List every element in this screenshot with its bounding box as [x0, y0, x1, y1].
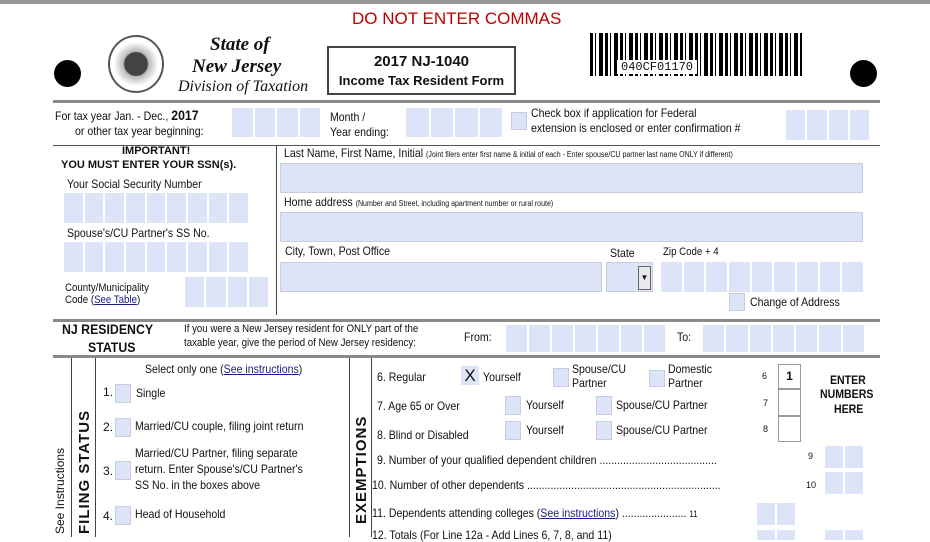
head-household-label: Head of Household — [135, 507, 226, 521]
line9-num: 9 — [808, 451, 814, 461]
residency-title1: NJ RESIDENCY — [62, 321, 154, 337]
form-title: 2017 NJ-1040 — [373, 53, 470, 70]
residency-to-input[interactable] — [703, 325, 866, 352]
state-seal-icon — [108, 35, 164, 93]
line12-label: 12. Totals (For Line 12a - Add Lines 6, 7, 8, and 11) — [372, 528, 612, 542]
line6-spouse-checkbox[interactable] — [553, 368, 569, 387]
line8-value-input[interactable] — [778, 416, 801, 442]
single-label: Single — [136, 386, 166, 400]
zip-label: Zip Code + 4 — [663, 246, 719, 258]
name-hint: (Joint filers enter first name & initial of each - Enter spouse/CU partner last name ONLY if different) — [426, 150, 733, 159]
select-prefix: Select only one ( — [145, 362, 224, 376]
state-select[interactable] — [606, 262, 653, 292]
filing-num-3: 3. — [103, 464, 114, 478]
exemptions-title: EXEMPTIONS — [353, 415, 370, 524]
divider — [71, 358, 72, 537]
line7-num: 7 — [763, 398, 769, 408]
name-input[interactable] — [280, 163, 863, 193]
your-ssn-input[interactable] — [64, 193, 250, 223]
line9-input[interactable] — [825, 446, 865, 468]
single-checkbox[interactable] — [115, 384, 131, 403]
line7-spouse-label: Spouse/CU Partner — [616, 398, 708, 412]
extension-checkbox[interactable] — [511, 112, 527, 130]
line11-see-instructions-link[interactable]: See instructions — [540, 506, 616, 520]
confirmation-input[interactable] — [786, 110, 871, 140]
separate-label1: Married/CU Partner, filing separate — [135, 446, 298, 460]
enter-numbers-2: NUMBERS — [820, 387, 874, 401]
line6-domestic-label1: Domestic — [668, 362, 713, 376]
line6-num: 6 — [762, 371, 768, 381]
county-label2 — [65, 294, 140, 306]
other-year-label: or other tax year beginning: — [75, 124, 204, 138]
filing-num-4: 4. — [103, 509, 114, 523]
residency-from-input[interactable] — [506, 325, 667, 352]
line6-label: 6. Regular — [377, 370, 426, 384]
name-label-text: Last Name, First Name, Initial — [284, 146, 424, 160]
line11-num: 11 — [689, 509, 698, 519]
select-only-one — [145, 362, 302, 376]
line11-prefix: 11. Dependents attending colleges ( — [372, 506, 541, 520]
divider — [349, 358, 350, 537]
form-title-box — [327, 46, 516, 95]
your-ssn-label: Your Social Security Number — [67, 177, 202, 191]
residency-text1: If you were a New Jersey resident for ONLY part of the — [184, 323, 419, 335]
divider — [53, 319, 880, 322]
line8-yourself-checkbox[interactable] — [505, 421, 521, 440]
divider — [53, 100, 880, 103]
line7-spouse-checkbox[interactable] — [596, 396, 612, 415]
year-ending-label: Year ending: — [330, 125, 389, 139]
line12b-input[interactable] — [825, 530, 865, 540]
line10-label: 10. Number of other dependents .................................................................. — [372, 478, 721, 492]
line7-yourself-checkbox[interactable] — [505, 396, 521, 415]
see-instructions-link[interactable]: See instructions — [223, 362, 299, 376]
state-label: State — [610, 246, 635, 260]
barcode-text: 040CF01170 — [617, 60, 697, 74]
filing-num-2: 2. — [103, 420, 114, 434]
year-beginning-input[interactable] — [232, 108, 322, 137]
county-suffix: ) — [136, 294, 141, 306]
filing-num-1: 1. — [103, 385, 114, 399]
residency-title2: STATUS — [88, 339, 136, 355]
must-enter-label: YOU MUST ENTER YOUR SSN(s). — [61, 159, 237, 171]
see-instructions-side-label[interactable]: See Instructions — [53, 447, 67, 534]
county-prefix: Code ( — [65, 294, 95, 306]
line10-num: 10 — [806, 480, 817, 490]
extension-label2: extension is enclosed or enter confirmation # — [531, 121, 741, 135]
line6-spouse-label2: Partner — [572, 376, 607, 390]
line6-yourself-label: Yourself — [483, 370, 521, 384]
line7-yourself-label: Yourself — [526, 398, 564, 412]
state-line1: State of — [210, 34, 270, 55]
home-label-text: Home address — [284, 195, 353, 209]
month-label: Month / — [330, 110, 366, 124]
line11-label — [372, 506, 698, 520]
line11-input[interactable] — [757, 503, 797, 525]
divider — [276, 145, 277, 315]
tax-year-label — [55, 107, 199, 123]
name-label — [284, 146, 733, 160]
city-input[interactable] — [280, 262, 602, 292]
separate-checkbox[interactable] — [115, 461, 131, 480]
line8-spouse-checkbox[interactable] — [596, 421, 612, 440]
division-name: Division of Taxation — [178, 78, 309, 95]
home-hint: (Number and Street, including apartment number or rural route) — [355, 199, 554, 208]
state-line2: New Jersey — [192, 56, 282, 77]
change-address-checkbox[interactable] — [729, 293, 745, 311]
line10-input[interactable] — [825, 472, 865, 494]
divider — [53, 355, 880, 358]
see-table-link[interactable]: See Table — [94, 294, 137, 306]
filing-status-title: FILING STATUS — [76, 409, 93, 534]
home-address-label — [284, 195, 553, 209]
change-address-label: Change of Address — [750, 295, 840, 309]
separate-label2: return. Enter Spouse's/CU Partner's — [135, 462, 303, 476]
select-suffix: ) — [298, 362, 303, 376]
line7-label: 7. Age 65 or Over — [377, 399, 460, 413]
head-household-checkbox[interactable] — [115, 506, 131, 525]
chevron-down-icon[interactable]: ▼ — [638, 266, 651, 290]
line8-num: 8 — [763, 424, 769, 434]
important-label: IMPORTANT! — [122, 145, 191, 157]
divider — [95, 358, 96, 537]
line6-yourself-checkbox[interactable]: X — [461, 366, 479, 385]
line7-value-input[interactable] — [778, 389, 801, 416]
line11-suffix: ) ...................... — [615, 506, 687, 520]
tax-year-prefix: For tax year Jan. - Dec., — [55, 109, 169, 123]
home-address-input[interactable] — [280, 212, 863, 242]
spouse-ssn-label: Spouse's/CU Partner's SS No. — [67, 226, 210, 240]
line9-label: 9. Number of your qualified dependent children ........................................ — [377, 453, 717, 467]
registration-mark-left — [54, 60, 81, 87]
warning-text: DO NOT ENTER COMMAS — [352, 9, 562, 28]
residency-text2: taxable year, give the period of New Jersey residency: — [184, 337, 416, 349]
joint-checkbox[interactable] — [115, 418, 131, 437]
line6-spouse-label1: Spouse/CU — [572, 362, 627, 376]
year-ending-input[interactable] — [406, 108, 504, 137]
county-label1: County/Municipality — [65, 282, 149, 294]
form-subtitle: Income Tax Resident Form — [338, 73, 505, 88]
enter-numbers-1: ENTER — [830, 373, 866, 387]
line6-value-input[interactable]: 1 — [778, 364, 801, 389]
spouse-ssn-input[interactable] — [64, 242, 250, 272]
separate-label3: SS No. in the boxes above — [135, 478, 261, 492]
joint-label: Married/CU couple, filing joint return — [135, 419, 304, 433]
line12a-input[interactable] — [757, 530, 797, 540]
extension-label1: Check box if application for Federal — [531, 106, 697, 120]
to-label: To: — [677, 330, 692, 344]
county-code-input[interactable] — [185, 277, 270, 307]
line6-domestic-label2: Partner — [668, 376, 703, 390]
tax-year: 2017 — [171, 107, 199, 123]
enter-numbers-3: HERE — [834, 402, 864, 416]
line6-domestic-checkbox[interactable] — [649, 370, 665, 387]
registration-mark-right — [850, 60, 877, 87]
line8-label: 8. Blind or Disabled — [377, 428, 469, 442]
from-label: From: — [464, 330, 492, 344]
line8-spouse-label: Spouse/CU Partner — [616, 423, 708, 437]
top-bar — [0, 0, 930, 4]
line8-yourself-label: Yourself — [526, 423, 564, 437]
zip-input[interactable] — [661, 262, 865, 292]
city-label: City, Town, Post Office — [285, 244, 391, 258]
